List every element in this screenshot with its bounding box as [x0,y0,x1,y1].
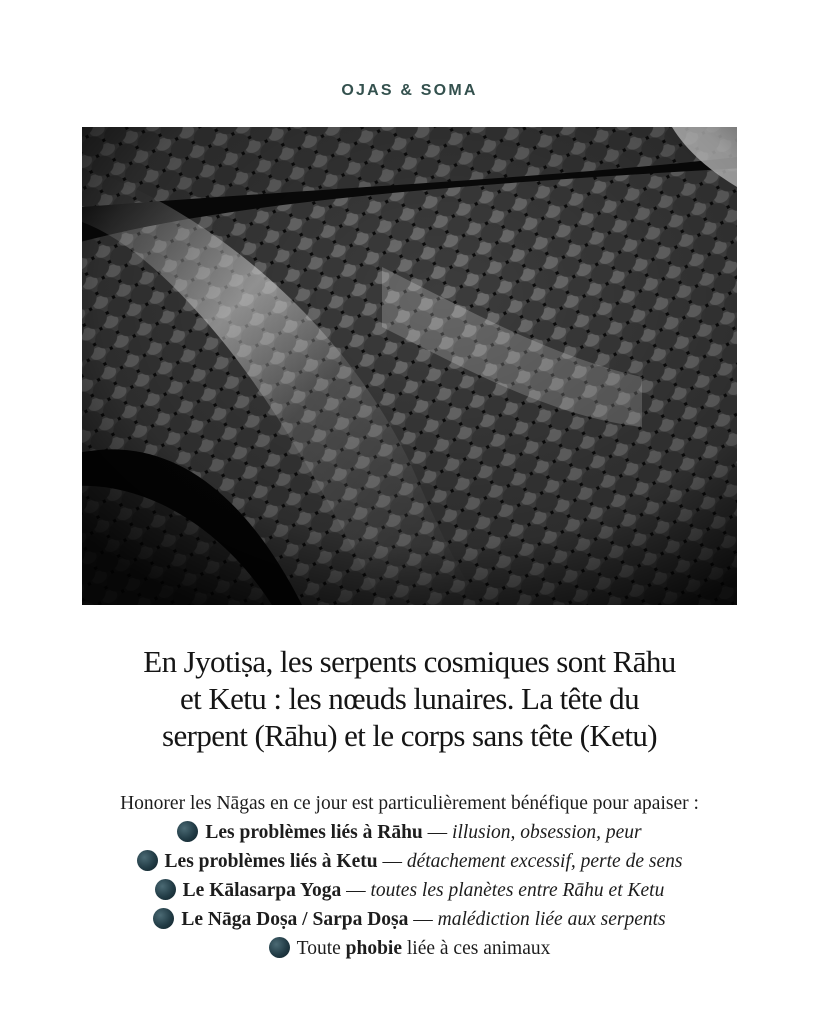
snake-scales-image [82,127,737,605]
blue-orb-icon [269,937,290,958]
list-item [20,905,799,934]
list-item [20,818,799,847]
headline [40,643,779,754]
blue-orb-icon [153,908,174,929]
item-separator: — [377,851,407,872]
item-suffix: liée à ces animaux [402,938,551,959]
item-prefix: Toute [296,938,346,959]
item-title: phobie [345,938,402,959]
item-title: Les problèmes liés à Ketu [164,851,378,872]
brand-title: OJAS & SOMA [341,82,478,99]
blue-orb-icon [155,879,176,900]
item-title: Les problèmes liés à Rāhu [205,822,423,843]
body-text [20,789,799,963]
item-description: toutes les planètes entre Rāhu et Ketu [370,880,665,901]
item-separator: — [408,909,438,930]
intro-text: Honorer les Nāgas en ce jour est particulièrement bénéfique pour apaiser : [120,793,699,814]
blue-orb-icon [137,850,158,871]
snake-scales-photo [82,127,737,605]
item-description: détachement excessif, perte de sens [406,851,683,872]
headline-line-1: En Jyotiṣa, les serpents cosmiques sont Rāhu [143,644,676,679]
item-title: Le Nāga Doṣa / Sarpa Doṣa [181,909,409,930]
item-separator: — [422,822,453,843]
headline-line-2: et Ketu : les nœuds lunaires. La tête du [180,681,639,716]
list-item [20,847,799,876]
item-title: Le Kālasarpa Yoga [182,880,342,901]
list-item [20,876,799,905]
list-item [20,934,799,963]
headline-line-3: serpent (Rāhu) et le corps sans tête (Ketu) [162,718,657,753]
blue-orb-icon [177,821,198,842]
item-description: illusion, obsession, peur [452,822,642,843]
item-separator: — [341,880,371,901]
item-description: malédiction liée aux serpents [437,909,666,930]
